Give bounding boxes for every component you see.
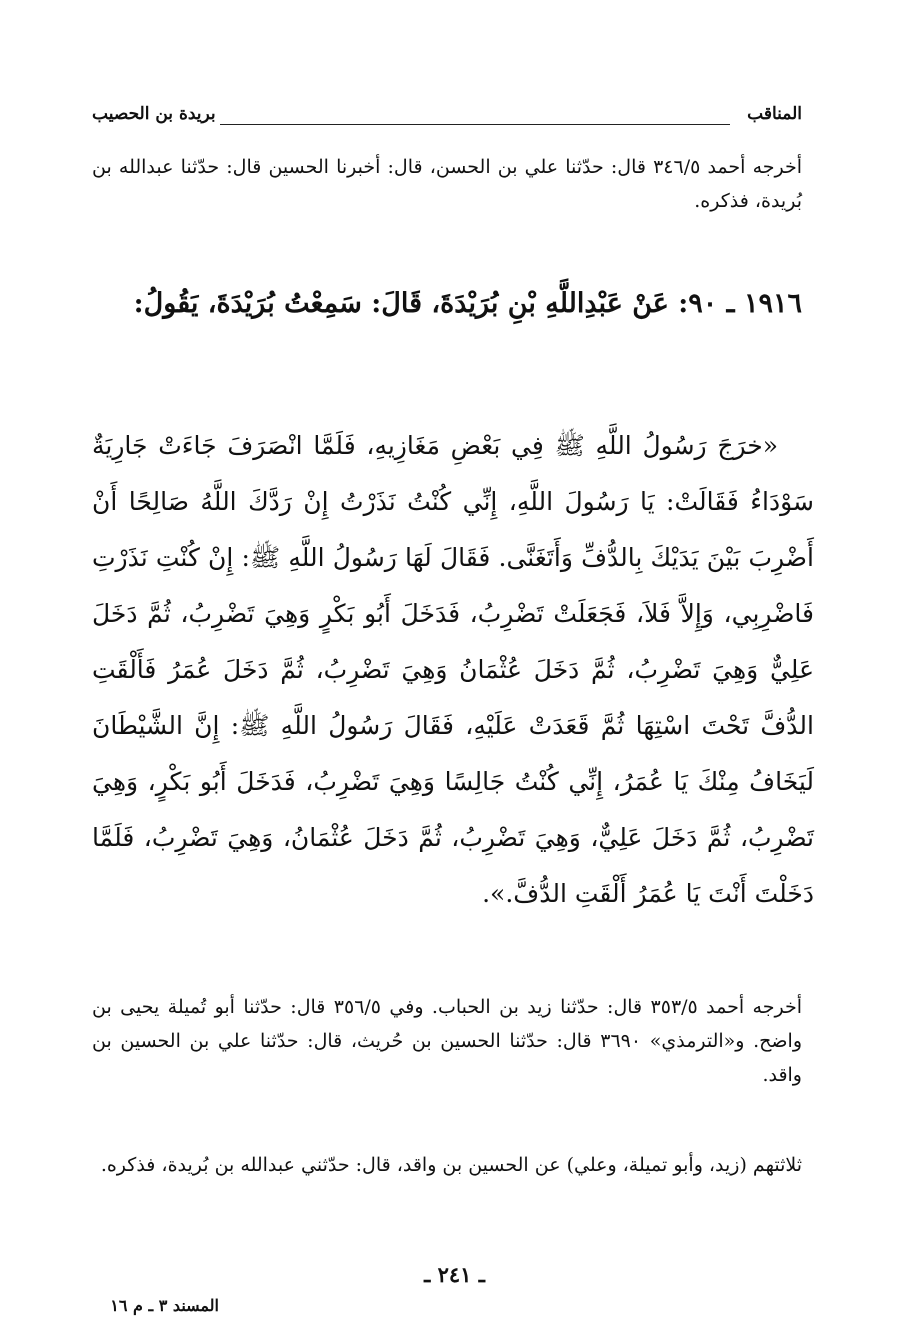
hadith-heading [92, 278, 802, 330]
hadith-heading-text: ١٩١٦ ـ ٩٠: عَنْ عَبْدِاللَّهِ بْنِ بُرَيْدَةَ، قَالَ: سَمِعْتُ بُرَيْدَةَ، يَقُولُ: [133, 288, 802, 319]
reference-paragraph-3 [92, 1148, 802, 1182]
hadith-text-block [92, 418, 814, 922]
print-signature: المسند ٣ ـ م ١٦ [110, 1296, 219, 1315]
header-rule [220, 124, 730, 125]
reference-paragraph-2 [92, 990, 802, 1092]
running-header [92, 98, 802, 132]
reference-text-2: أخرجه أحمد ٣٥٣/٥ قال: حدّثنا زيد بن الحباب. وفي ٣٥٦/٥ قال: حدّثنا أبو تُميلة يحيى بن واضح. و«الترمذي» ٣٦٩٠ قال: حدّثنا الحسين بن حُريث، قال: حدّثنا علي بن الحسين بن واقد. [92, 996, 802, 1086]
page-number: ـ ٢٤١ ـ [424, 1262, 485, 1287]
hadith-text: «خرَجَ رَسُولُ اللَّهِ ﷺ فِي بَعْضِ مَغَازِيهِ، فَلَمَّا انْصَرَفَ جَاءَتْ جَارِيَةٌ سَوْدَاءُ فَقَالَتْ: يَا رَسُولَ اللَّهِ، إِنِّي كُنْتُ نَذَرْتُ إِنْ رَدَّكَ اللَّهُ صَالِحًا أَنْ أَضْرِبَ بَيْنَ يَدَيْكَ بِالدُّفِّ وَأَتَغَنَّى. فَقَالَ لَهَا رَسُولُ اللَّهِ ﷺ: إِنْ كُنْتِ نَذَرْتِ فَاضْرِبِي، وَإِلاَّ فَلاَ، فَجَعَلَتْ تَضْرِبُ، فَدَخَلَ أَبُو بَكْرٍ وَهِيَ تَضْرِبُ، ثُمَّ دَخَلَ عَلِيٌّ وَهِيَ تَضْرِبُ، ثُمَّ دَخَلَ عُثْمَانُ وَهِيَ تَضْرِبُ، ثُمَّ دَخَلَ عُمَرُ فَأَلْقَتِ الدُّفَّ تَحْتَ اسْتِهَا ثُمَّ قَعَدَتْ عَلَيْهِ، فَقَالَ رَسُولُ اللَّهِ ﷺ: إِنَّ الشَّيْطَانَ لَيَخَافُ مِنْكَ يَا عُمَرُ، إِنِّي كُنْتُ جَالِسًا وَهِيَ تَضْرِبُ، فَدَخَلَ أَبُو بَكْرٍ، وَهِيَ تَضْرِبُ، ثُمَّ دَخَلَ عَلِيٌّ، وَهِيَ تَضْرِبُ، ثُمَّ دَخَلَ عُثْمَانُ، وَهِيَ تَضْرِبُ، فَلَمَّا دَخَلْتَ أَنْتَ يَا عُمَرُ أَلْقَتِ الدُّفَّ.». [92, 431, 814, 908]
reference-text-3: ثلاثتهم (زيد، وأبو تميلة، وعلي) عن الحسين بن واقد، قال: حدّثني عبدالله بن بُريدة، فذكره. [100, 1154, 802, 1176]
chapter-title: المناقب [747, 104, 802, 124]
reference-text-1: أخرجه أحمد ٣٤٦/٥ قال: حدّثنا علي بن الحسن، قال: أخبرنا الحسين قال: حدّثنا عبدالله بن بُريدة، فذكره. [92, 156, 803, 212]
section-title: بريدة بن الحصيب [92, 104, 216, 124]
reference-paragraph-1 [92, 150, 802, 218]
